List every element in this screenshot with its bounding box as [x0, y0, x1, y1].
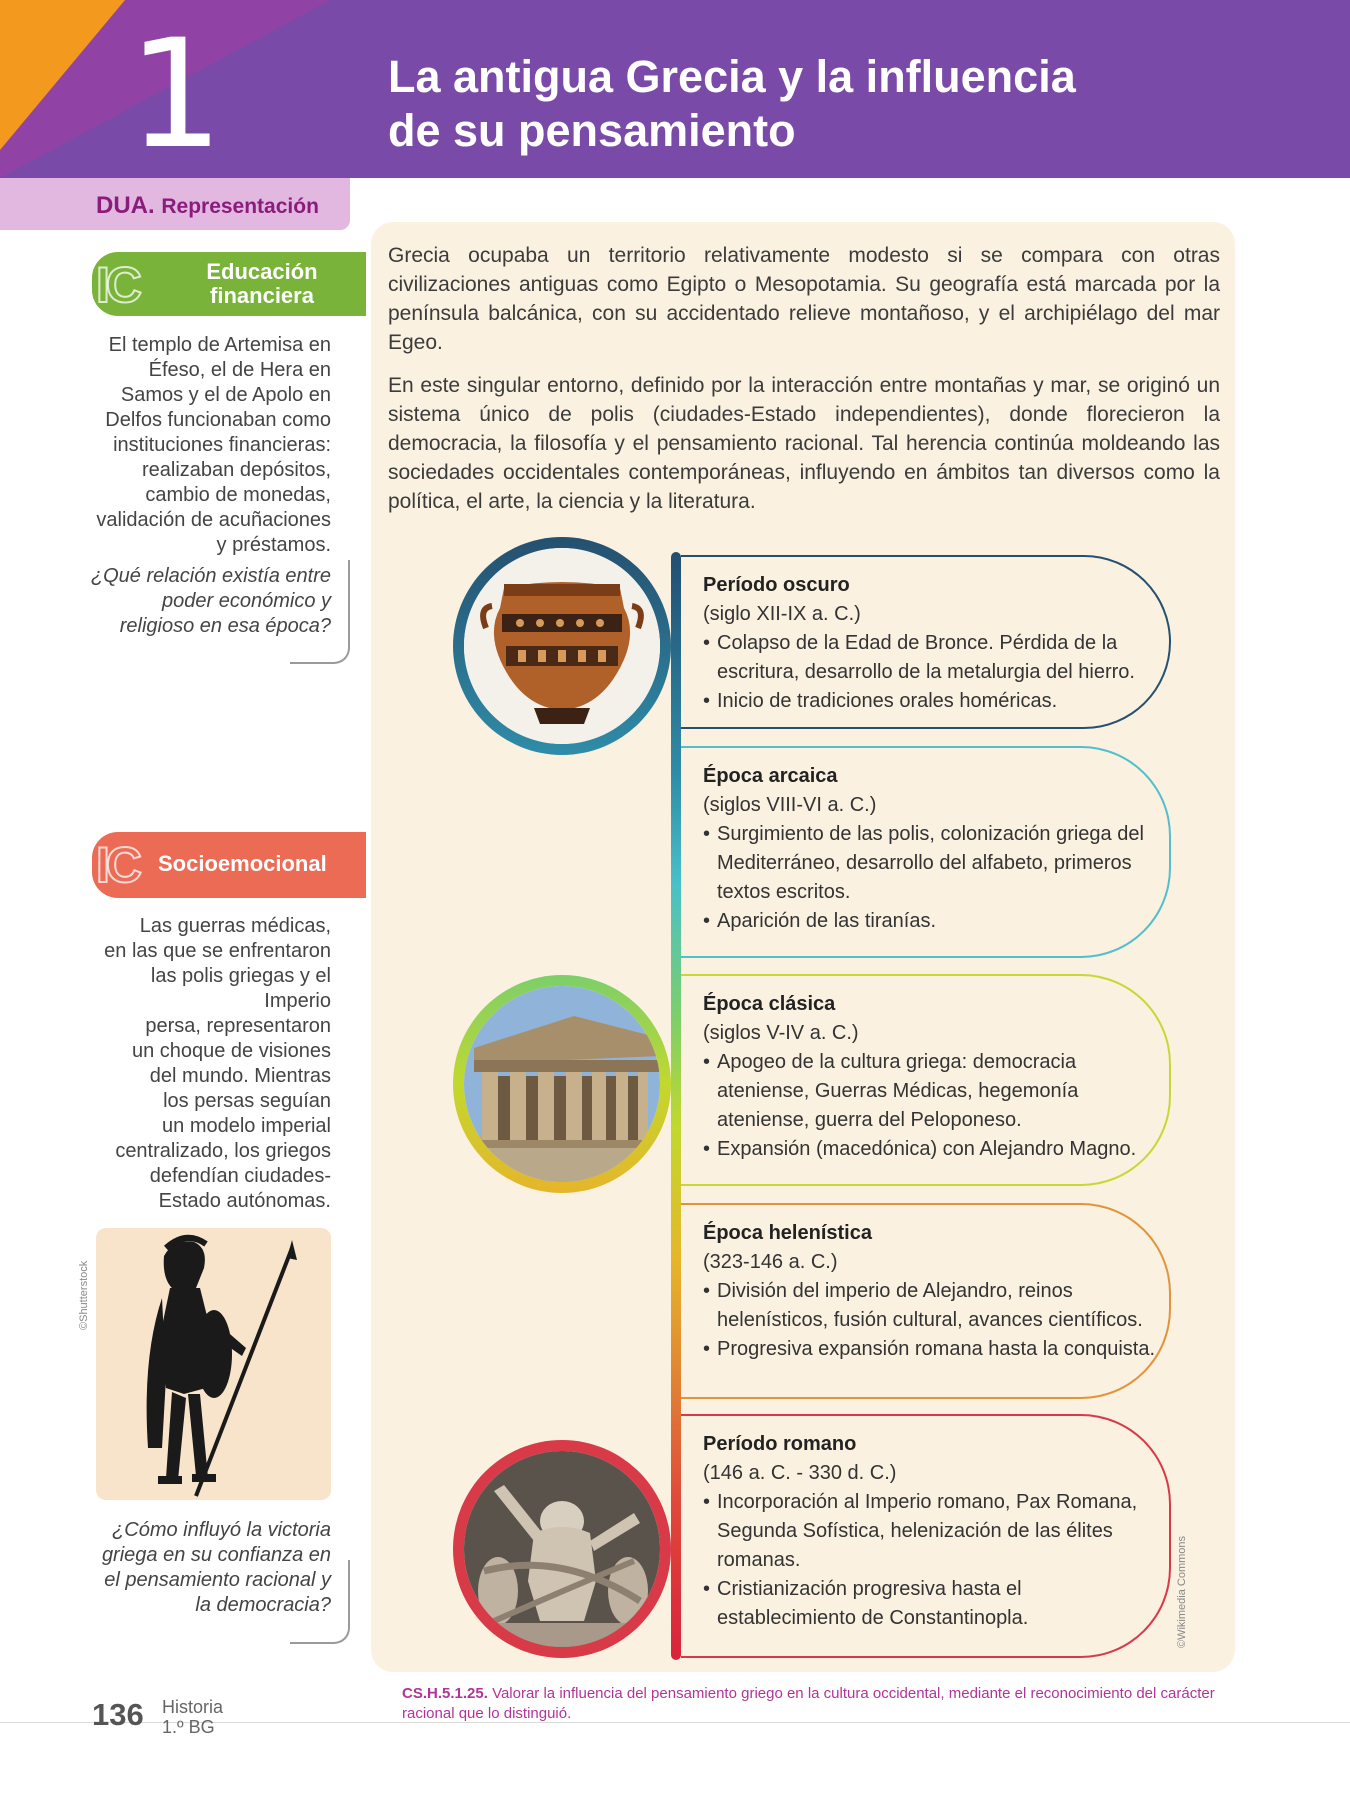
period-bullet: • Expansión (macedónica) con Alejandro Magno.: [703, 1135, 1163, 1164]
page-title: [388, 50, 1148, 158]
page-title-line1: La antigua Grecia y la influencia: [388, 51, 1076, 102]
text-line: un choque de visiones: [131, 1040, 331, 1062]
warrior-icon: [96, 1228, 331, 1500]
financial-education-tag-label: [182, 260, 342, 308]
unit-number: 1: [128, 8, 224, 178]
period-title: Época helenística: [703, 1222, 872, 1244]
text-line: Imperio: [264, 990, 331, 1012]
period-date: (146 a. C. - 330 d. C.): [703, 1462, 897, 1484]
text-line: defendían ciudades-: [149, 1165, 331, 1187]
greek-vase-photo: [453, 537, 671, 755]
text-line: las polis griegas y el: [150, 965, 331, 987]
socioemotional-body: [88, 914, 331, 1214]
period-title: Período oscuro: [703, 574, 850, 596]
dua-label-main: DUA.: [96, 192, 155, 219]
financial-box-border: [290, 560, 350, 664]
period-bullet: • Progresiva expansión romana hasta la conquista.: [703, 1335, 1163, 1364]
financial-education-body: El templo de Artemisa en Éfeso, el de Hera en Samos y el de Apolo en Delfos funcionaban como instituciones financieras: realizaban depósitos, cambio de monedas, validación de acuñaciones y préstamos.: [96, 334, 331, 556]
period-date: (323-146 a. C.): [703, 1251, 838, 1273]
objective-text: Valorar la influencia del pensamiento griego en la cultura occidental, mediante el reconocimiento del carácter racional que lo distinguió.: [402, 1685, 1215, 1722]
page-title-line2: de su pensamiento: [388, 105, 796, 156]
period-date: (siglos V-IV a. C.): [703, 1022, 859, 1044]
greek-warrior-illustration: [96, 1228, 331, 1500]
period-bullet: • Colapso de la Edad de Bronce. Pérdida de la escritura, desarrollo de la metalurgia del hierro.: [703, 629, 1163, 687]
greek-temple-photo: [453, 975, 671, 1193]
socioemotional-tag-label: Socioemocional: [158, 851, 327, 876]
period-date: (siglos VIII-VI a. C.): [703, 794, 877, 816]
period-bullet: • Cristianización progresiva hasta el establecimiento de Constantinopla.: [703, 1575, 1163, 1633]
tag-line-1: Educación: [206, 259, 318, 284]
period-date: (siglo XII-IX a. C.): [703, 603, 861, 625]
learning-objective: [402, 1684, 1232, 1724]
socioemotional-tag: [92, 832, 366, 898]
socioemotional-question: ¿Cómo influyó la victoria griega en su confianza en el pensamiento racional y la democracia?: [101, 1519, 331, 1616]
intro-paragraph-2: En este singular entorno, definido por la interacción entre montañas y mar, se originó un sistema único de polis (ciudades-Estado independientes), donde florecieron la democracia, la filosofía y el pensamiento racional. Tal herencia continúa moldeando las sociedades occidentales contemporáneas, influyendo en ámbitos tan diversos como la política, el arte, la ciencia y la literatura.: [388, 374, 1220, 513]
tag-line-2: financiera: [210, 283, 314, 308]
ic-icon: IC: [96, 837, 138, 893]
period-bullet: • Inicio de tradiciones orales homéricas.: [703, 687, 1163, 716]
period-bullet: • Apogeo de la cultura griega: democracia ateniense, Guerras Médicas, hegemonía ateniense, guerra del Peloponeso.: [703, 1048, 1163, 1135]
financial-education-tag: [92, 252, 366, 316]
laocoon-sculpture-photo: [453, 1440, 671, 1658]
text-line: centralizado, los griegos: [115, 1140, 331, 1162]
period-bullet: • Surgimiento de las polis, colonización griega del Mediterráneo, desarrollo del alfabeto, primeros textos escritos.: [703, 820, 1163, 907]
timeline-period: [681, 555, 1171, 729]
vase-icon: [464, 548, 660, 744]
period-title: Época clásica: [703, 993, 836, 1015]
text-line: Las guerras médicas,: [139, 915, 331, 937]
period-bullet: • Incorporación al Imperio romano, Pax Romana, Segunda Sofística, helenización de las élites romanas.: [703, 1488, 1163, 1575]
wikimedia-credit: ©Wikimedia Commons: [1176, 1535, 1188, 1648]
objective-code: CS.H.5.1.25.: [402, 1685, 488, 1702]
subject-label: Historia: [162, 1697, 224, 1717]
sculpture-icon: [464, 1451, 660, 1647]
financial-education-question: ¿Qué relación existía entre poder económico y religioso en esa época?: [90, 565, 331, 637]
dua-label: [96, 192, 319, 220]
temple-icon: [464, 986, 660, 1182]
dua-label-sub: Representación: [161, 195, 319, 218]
text-line: un modelo imperial: [162, 1115, 331, 1137]
text-line: en las que se enfrentaron: [104, 940, 331, 962]
level-label: 1.º BG: [162, 1717, 215, 1737]
page-number: 136: [92, 1697, 144, 1732]
socioemotional-box-border: [290, 1560, 350, 1644]
text-line: del mundo. Mientras: [149, 1065, 331, 1087]
timeline-period: [681, 1414, 1171, 1658]
period-title: Época arcaica: [703, 765, 838, 787]
text-line: persa, representaron: [145, 1015, 331, 1037]
timeline-period: [681, 746, 1171, 958]
timeline-axis: [671, 552, 681, 1660]
period-bullet: • División del imperio de Alejandro, reinos helenísticos, fusión cultural, avances científicos.: [703, 1277, 1163, 1335]
timeline-period: [681, 1203, 1171, 1399]
text-line: los persas seguían: [163, 1090, 331, 1112]
period-bullet: • Aparición de las tiranías.: [703, 907, 1163, 936]
unit-header: [0, 0, 1350, 178]
timeline-period: [681, 974, 1171, 1186]
shutterstock-credit: ©Shutterstock: [78, 1260, 90, 1330]
text-line: Estado autónomas.: [158, 1190, 331, 1212]
ic-icon: IC: [96, 257, 138, 313]
header-corner-accent: [0, 0, 125, 150]
period-title: Período romano: [703, 1433, 857, 1455]
intro-paragraph-1: Grecia ocupaba un territorio relativamente modesto si se compara con otras civilizaciones antiguas como Egipto o Mesopotamia. Su geografía está marcada por la península balcánica, con su accidentado relieve montañoso, y el archipiélago del mar Egeo.: [388, 244, 1220, 354]
